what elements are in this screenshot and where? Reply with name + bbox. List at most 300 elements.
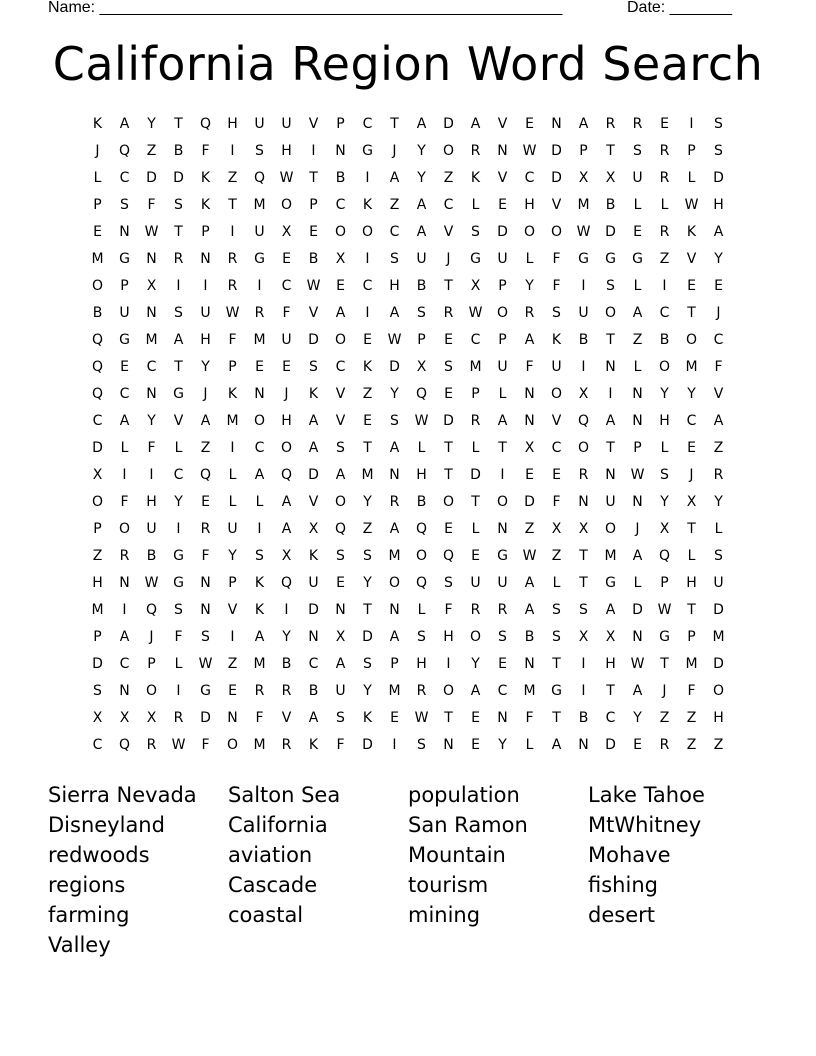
grid-letter: J [689,467,694,483]
grid-letter: T [309,170,318,186]
grid-letter: A [632,683,643,699]
grid-letter: Z [713,440,724,456]
grid-letter: T [606,332,615,348]
grid-letter: I [446,656,451,672]
grid-letter: N [632,629,643,645]
grid-letter: A [200,413,211,429]
grid-letter: G [470,251,481,267]
grid-letter: M [145,332,158,348]
word-list-item: Valley [48,933,111,957]
grid-row [84,654,732,681]
grid-letter: E [471,548,480,564]
grid-letter: Y [282,629,291,645]
grid-letter: O [550,386,563,402]
grid-letter: E [363,332,372,348]
grid-letter: H [524,197,535,213]
grid-letter: Y [363,683,372,699]
grid-letter: A [632,305,643,321]
grid-letter: N [524,413,535,429]
grid-letter: A [713,224,724,240]
grid-letter: S [174,197,183,213]
grid-letter: G [659,629,670,645]
grid-letter: H [605,656,616,672]
grid-letter: C [92,737,103,753]
grid-letter: S [444,359,453,375]
grid-letter: N [200,602,211,618]
grid-letter: D [362,737,373,753]
grid-letter: G [173,386,184,402]
grid-letter: U [632,170,643,186]
grid-letter: L [525,737,534,753]
grid-letter: A [605,413,616,429]
grid-letter: B [416,494,427,510]
grid-letter: W [522,548,537,564]
grid-letter: E [444,332,453,348]
grid-letter: M [388,683,401,699]
grid-letter: Q [253,170,266,186]
grid-letter: N [497,143,508,159]
grid-letter: P [228,359,237,375]
word-list-item: Salton Sea [228,783,341,807]
grid-letter: X [416,359,427,375]
grid-letter: M [253,737,266,753]
grid-letter: R [470,413,481,429]
grid-letter: H [227,116,238,132]
grid-letter: Q [91,332,104,348]
grid-letter: Y [498,737,507,753]
grid-letter: A [551,737,562,753]
grid-letter: C [605,710,616,726]
grid-letter: P [120,278,129,294]
grid-letter: I [176,278,181,294]
grid-letter: H [713,710,724,726]
grid-letter: W [414,413,429,429]
grid-letter: C [92,413,103,429]
grid-letter: I [392,737,397,753]
grid-letter: T [471,494,480,510]
grid-letter: S [552,305,561,321]
grid-letter: R [470,143,481,159]
grid-letter: L [633,278,642,294]
grid-letter: U [200,305,211,321]
grid-letter: T [444,467,453,483]
grid-letter: L [471,440,480,456]
grid-letter: O [334,494,347,510]
grid-letter: R [443,305,454,321]
grid-letter: I [230,143,235,159]
word-list-item: redwoods [48,843,150,867]
grid-letter: I [230,224,235,240]
grid-letter: M [253,197,266,213]
grid-letter: J [635,521,640,537]
grid-letter: A [470,683,481,699]
grid-letter: J [662,683,667,699]
grid-letter: J [95,143,100,159]
grid-letter: D [173,170,184,186]
grid-letter: L [660,197,669,213]
grid-letter: P [93,197,102,213]
grid-letter: M [91,602,104,618]
grid-letter: E [687,440,696,456]
grid-letter: B [146,548,157,564]
grid-letter: P [147,656,156,672]
grid-letter: V [551,197,562,213]
grid-letter: D [632,602,643,618]
grid-letter: R [470,602,481,618]
grid-row [84,573,732,600]
grid-letter: T [606,143,615,159]
grid-letter: P [201,224,210,240]
grid-letter: Q [415,521,428,537]
grid-letter: L [633,359,642,375]
grid-letter: O [91,494,104,510]
grid-letter: A [119,116,130,132]
grid-letter: R [659,170,670,186]
word-list-item: mining [408,903,481,927]
grid-letter: X [659,521,670,537]
grid-letter: Z [200,440,211,456]
grid-letter: S [93,683,102,699]
grid-letter: O [604,521,617,537]
grid-letter: C [551,440,562,456]
grid-letter: U [497,575,508,591]
grid-letter: B [335,170,346,186]
grid-letter: S [660,467,669,483]
grid-letter: F [147,197,156,213]
grid-letter: R [227,278,238,294]
grid-letter: S [444,575,453,591]
grid-letter: C [146,359,157,375]
grid-letter: C [443,197,454,213]
grid-letter: C [470,332,481,348]
grid-letter: M [604,548,617,564]
grid-letter: R [416,683,427,699]
grid-letter: O [415,548,428,564]
grid-letter: C [308,656,319,672]
grid-letter: I [311,143,316,159]
grid-letter: D [92,656,103,672]
grid-letter: A [308,413,319,429]
grid-letter: K [227,386,238,402]
grid-letter: B [92,305,103,321]
grid-letter: B [659,332,670,348]
grid-letter: Q [145,602,158,618]
grid-letter: K [686,224,697,240]
grid-letter: M [253,656,266,672]
grid-letter: P [93,629,102,645]
grid-letter: D [497,224,508,240]
grid-letter: I [176,521,181,537]
grid-letter: E [498,656,507,672]
grid-letter: A [119,629,130,645]
grid-letter: H [686,575,697,591]
grid-letter: W [144,575,159,591]
grid-letter: B [416,278,427,294]
grid-letter: Z [524,521,535,537]
grid-letter: Y [525,278,534,294]
grid-letter: V [686,251,697,267]
grid-letter: K [308,548,319,564]
grid-letter: W [684,197,699,213]
grid-letter: E [444,386,453,402]
grid-letter: U [497,251,508,267]
grid-letter: C [254,440,265,456]
grid-letter: T [660,656,669,672]
grid-letter: V [551,413,562,429]
grid-letter: D [605,737,616,753]
grid-letter: Y [417,170,426,186]
grid-letter: D [524,494,535,510]
grid-letter: V [497,170,508,186]
grid-letter: I [608,386,613,402]
grid-letter: W [279,170,294,186]
grid-letter: N [524,656,535,672]
grid-letter: B [308,251,319,267]
grid-letter: S [579,602,588,618]
grid-letter: V [443,224,454,240]
grid-letter: H [443,629,454,645]
grid-letter: D [146,170,157,186]
grid-letter: S [174,305,183,321]
grid-letter: U [416,251,427,267]
grid-letter: M [685,359,698,375]
grid-letter: V [335,386,346,402]
grid-letter: O [334,224,347,240]
grid-letter: V [227,602,238,618]
grid-letter: E [93,224,102,240]
grid-letter: S [417,305,426,321]
grid-letter: E [660,116,669,132]
grid-letter: V [308,116,319,132]
grid-letter: A [470,116,481,132]
grid-row [84,249,732,276]
grid-letter: F [120,494,129,510]
grid-letter: O [604,305,617,321]
grid-letter: O [550,224,563,240]
grid-letter: L [552,575,561,591]
grid-letter: K [308,386,319,402]
grid-letter: B [308,683,319,699]
grid-letter: T [174,116,183,132]
grid-letter: V [308,305,319,321]
grid-letter: E [444,521,453,537]
grid-row [84,168,732,195]
grid-letter: Y [633,710,642,726]
grid-letter: R [227,251,238,267]
grid-row [84,330,732,357]
grid-letter: S [255,548,264,564]
grid-letter: W [630,467,645,483]
grid-letter: Y [174,494,183,510]
grid-letter: S [336,440,345,456]
grid-letter: N [146,251,157,267]
word-list-item: Cascade [228,873,318,897]
grid-letter: A [308,710,319,726]
grid-letter: Y [471,656,480,672]
grid-letter: A [335,656,346,672]
grid-letter: X [335,251,346,267]
grid-letter: D [308,602,319,618]
grid-letter: J [203,386,208,402]
grid-letter: F [201,143,210,159]
grid-letter: F [201,548,210,564]
grid-letter: V [335,413,346,429]
grid-letter: R [200,521,211,537]
grid-letter: C [335,359,346,375]
grid-letter: C [173,467,184,483]
grid-letter: K [470,170,481,186]
grid-letter: S [498,629,507,645]
word-list-item: Lake Tahoe [588,783,705,807]
grid-letter: E [525,467,534,483]
word-list-item: fishing [588,873,658,897]
grid-letter: U [254,224,265,240]
grid-letter: N [335,602,346,618]
grid-letter: V [497,116,508,132]
grid-letter: R [173,710,184,726]
grid-row [84,519,732,546]
grid-letter: U [281,116,292,132]
grid-letter: E [201,494,210,510]
grid-letter: M [253,332,266,348]
grid-letter: X [605,629,616,645]
grid-letter: L [471,197,480,213]
grid-letter: E [363,413,372,429]
word-list-item: coastal [228,903,304,927]
grid-letter: K [308,737,319,753]
grid-letter: Y [714,494,723,510]
grid-letter: U [254,116,265,132]
grid-letter: U [605,494,616,510]
grid-letter: P [309,197,318,213]
grid-letter: N [119,683,130,699]
grid-letter: S [336,548,345,564]
grid-letter: M [712,629,725,645]
grid-letter: U [308,575,319,591]
grid-letter: O [388,575,401,591]
grid-letter: Q [91,386,104,402]
grid-letter: P [687,629,696,645]
grid-letter: F [282,305,291,321]
grid-letter: A [416,116,427,132]
grid-letter: Z [659,251,670,267]
grid-letter: D [713,602,724,618]
grid-letter: H [713,197,724,213]
grid-letter: C [497,683,508,699]
grid-row [84,141,732,168]
grid-letter: N [389,602,400,618]
grid-letter: M [577,197,590,213]
grid-letter: Y [228,548,237,564]
grid-letter: Q [442,548,455,564]
grid-letter: I [284,602,289,618]
grid-letter: X [551,521,562,537]
grid-letter: X [119,710,130,726]
grid-letter: G [200,683,211,699]
grid-letter: T [552,710,561,726]
grid-letter: C [119,656,130,672]
grid-letter: S [552,629,561,645]
grid-letter: A [389,170,400,186]
grid-letter: R [119,548,130,564]
grid-letter: I [122,602,127,618]
word-list [48,780,768,960]
grid-letter: I [662,278,667,294]
grid-letter: T [444,710,453,726]
grid-letter: M [226,413,239,429]
grid-letter: E [120,359,129,375]
grid-letter: T [363,440,372,456]
grid-letter: D [200,710,211,726]
grid-letter: X [146,278,157,294]
grid-letter: X [281,548,292,564]
grid-letter: T [498,440,507,456]
grid-letter: Z [227,170,238,186]
grid-letter: Q [280,467,293,483]
grid-letter: N [146,305,157,321]
grid-letter: T [363,602,372,618]
grid-letter: Y [147,116,156,132]
grid-letter: Y [660,494,669,510]
grid-letter: A [335,467,346,483]
grid-letter: Y [390,386,399,402]
grid-letter: O [118,521,131,537]
grid-letter: T [390,116,399,132]
grid-letter: C [281,278,292,294]
grid-letter: B [524,629,535,645]
grid-letter: D [92,440,103,456]
grid-letter: N [119,224,130,240]
grid-letter: A [389,305,400,321]
grid-letter: W [198,656,213,672]
grid-letter: H [281,143,292,159]
grid-letter: R [524,305,535,321]
grid-letter: X [578,521,589,537]
grid-letter: O [145,683,158,699]
grid-letter: N [632,413,643,429]
grid-letter: X [308,521,319,537]
grid-letter: O [442,683,455,699]
grid-letter: R [605,116,616,132]
grid-letter: D [551,170,562,186]
grid-letter: W [468,305,483,321]
grid-letter: K [200,170,211,186]
grid-letter: W [414,710,429,726]
grid-letter: D [443,116,454,132]
grid-letter: E [390,710,399,726]
grid-letter: O [442,143,455,159]
grid-letter: P [687,143,696,159]
grid-letter: E [282,359,291,375]
grid-letter: T [579,548,588,564]
grid-letter: N [254,386,265,402]
grid-letter: N [632,494,643,510]
grid-letter: N [200,575,211,591]
grid-row [84,195,732,222]
grid-letter: M [91,251,104,267]
grid-letter: C [335,197,346,213]
grid-letter: T [687,521,696,537]
grid-letter: W [306,278,321,294]
grid-letter: L [93,170,102,186]
grid-letter: S [174,602,183,618]
grid-letter: Z [686,710,697,726]
grid-letter: Q [118,737,131,753]
grid-letter: Q [415,575,428,591]
grid-letter: P [390,656,399,672]
grid-letter: Q [577,413,590,429]
grid-row [84,465,732,492]
